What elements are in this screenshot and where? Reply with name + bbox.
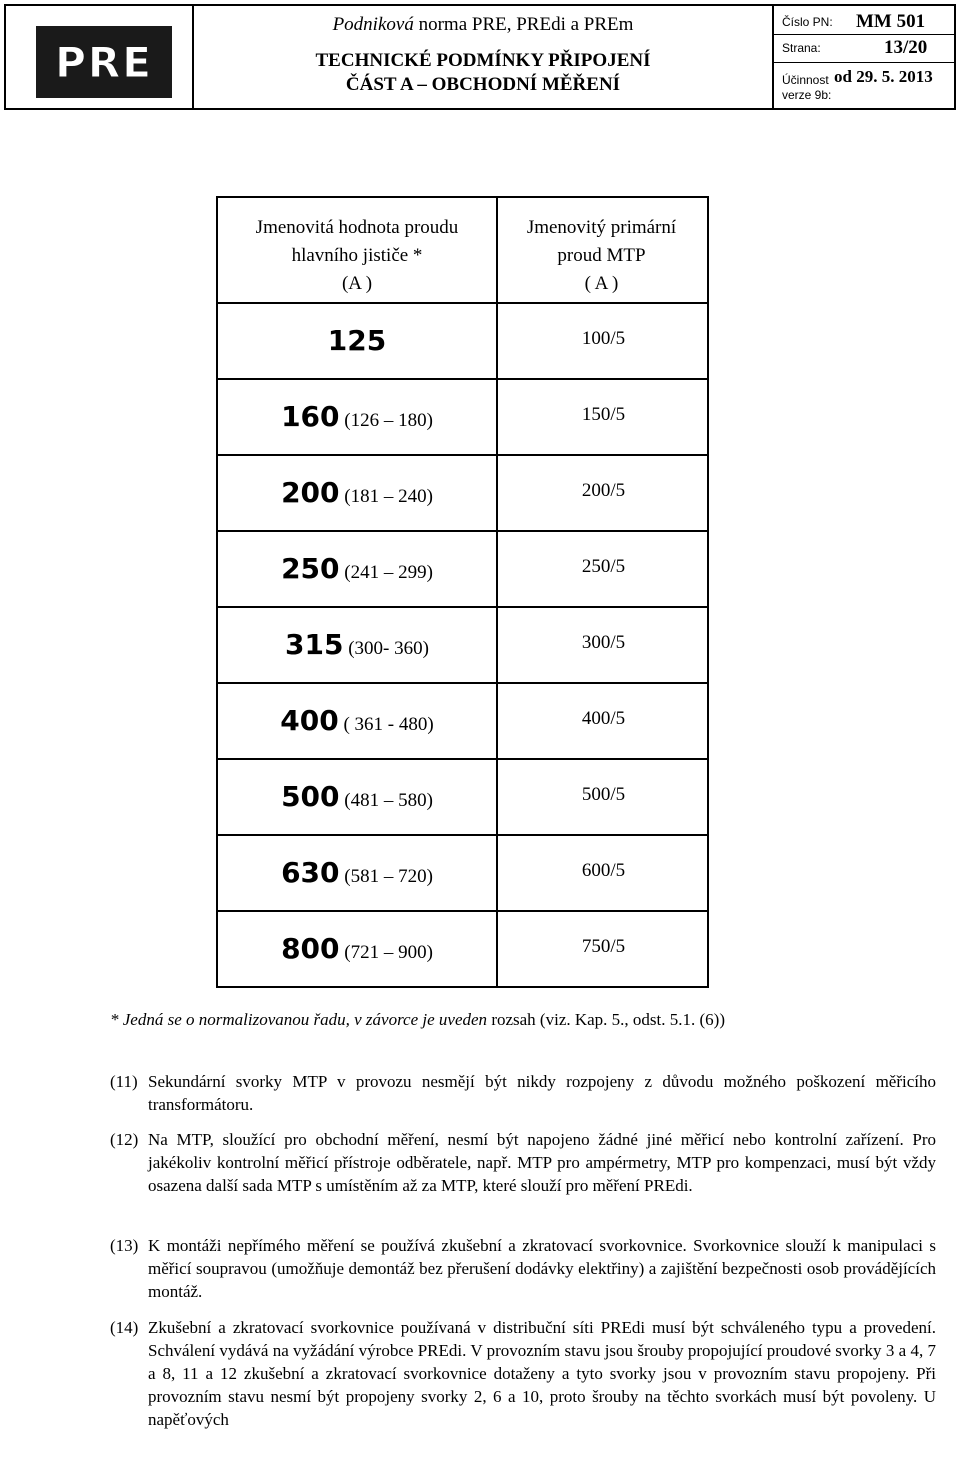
current-transformer-table <box>216 196 709 988</box>
table-row <box>218 760 707 836</box>
logo-text: PRE <box>55 37 153 87</box>
table-footnote <box>110 1010 936 1030</box>
table-row <box>218 380 707 456</box>
item-text: Na MTP, sloužící pro obchodní měření, nesmí být napojeno žádné jiné měřicí nebo kontrolní zařízení. Pro jakékoliv kontrolní měřicí přístroje odběratele, např. MTP pro ampérmetry, MTP pro kompenzaci, musí být vždy osazena další sada MTP s umístěním až za MTP, které slouží pro měření PREdi. <box>148 1130 936 1195</box>
item-number: (13) <box>110 1236 139 1255</box>
item-text: K montáži nepřímého měření se používá zkušební a zkratovací svorkovnice. Svorkovnice slouží k manipulaci s měřicí soupravou (umožňuje demontáž bez přerušení dodávky elektřiny) a zajištění bezpečnosti osob provádějících montáž. <box>148 1236 936 1301</box>
version-label: verze 9b: <box>782 88 832 102</box>
validity-label: Účinnost <box>782 73 829 87</box>
rating-value: 125 <box>327 324 387 357</box>
validity-row <box>782 66 950 86</box>
rating-value: 400 <box>280 704 339 737</box>
item-number: (11) <box>110 1072 138 1091</box>
validity-value: od 29. 5. 2013 <box>834 67 933 86</box>
item-number: (14) <box>110 1318 139 1337</box>
rating-value: 800 <box>281 932 340 965</box>
item-number: (12) <box>110 1130 139 1149</box>
rating-range: ( 361 - 480) <box>338 714 434 735</box>
paragraph-item <box>110 1234 936 1303</box>
ct-ratio: 500/5 <box>581 784 626 805</box>
norm-rest: norma PRE, PREdi a PREm <box>413 14 634 35</box>
rating-value: 250 <box>281 552 340 585</box>
item-text: Zkušební a zkratovací svorkovnice používaná v distribuční síti PREdi musí být schváleného typu a provedení. Schválení vydává na vyžádání výrobce PREdi. V provozním stavu jsou šrouby propojující proudové svorky 3 a 4, 7 a 8, 11 a 12 zkušební a zkratovací svorkovnice dotaženy a tyto svorky jsou v provozním stavu propojeny. Při provozním stavu nesmí být propojeny svorky 2, 6 a 10, proto šrouby na těchto svorkách musí být povoleny. U napěťových <box>148 1318 936 1429</box>
norm-name <box>194 14 772 36</box>
logo-cell <box>6 6 194 108</box>
table-row <box>218 304 707 380</box>
pn-value: MM 501 <box>856 11 926 32</box>
table-row <box>218 684 707 760</box>
meta-divider <box>774 34 956 35</box>
rating-range: (241 – 299) <box>339 562 433 583</box>
ct-ratio: 750/5 <box>581 936 626 957</box>
header-a-line1: Jmenovitá hodnota proudu <box>255 217 459 238</box>
page-value: 13/20 <box>884 37 928 58</box>
header-b-line3: ( A ) <box>584 273 619 294</box>
version-row <box>782 86 950 106</box>
table-row <box>218 532 707 608</box>
rating-range: (721 – 900) <box>339 942 433 963</box>
table-row <box>218 836 707 912</box>
ct-ratio: 100/5 <box>581 328 626 349</box>
ct-ratio: 400/5 <box>581 708 626 729</box>
header-b-line2: proud MTP <box>557 245 646 266</box>
document-header <box>4 4 956 110</box>
table-row <box>218 456 707 532</box>
paragraph-item <box>110 1070 936 1116</box>
table-row <box>218 608 707 684</box>
rating-range: (300- 360) <box>343 638 429 659</box>
rating-value: 200 <box>281 476 340 509</box>
header-a-line3: (A ) <box>341 273 373 294</box>
footnote-italic: * Jedná se o normalizovanou řadu, v závorce je uveden <box>110 1010 488 1029</box>
ct-ratio: 150/5 <box>581 404 626 425</box>
paragraph-item <box>110 1316 936 1431</box>
paragraph-item <box>110 1128 936 1197</box>
table-header <box>218 198 707 306</box>
document-subtitle: ČÁST A – OBCHODNÍ MĚŘENÍ <box>345 74 621 95</box>
page-row <box>782 38 950 58</box>
rating-value: 500 <box>281 780 340 813</box>
title-cell <box>194 6 774 108</box>
meta-divider <box>774 62 956 63</box>
header-b-line1: Jmenovitý primární <box>526 217 677 238</box>
footnote-rest: rozsah (viz. Kap. 5., odst. 5.1. (6)) <box>487 1010 726 1029</box>
header-breaker-rating <box>218 198 496 306</box>
rating-range: (581 – 720) <box>339 866 433 887</box>
ct-ratio: 300/5 <box>581 632 626 653</box>
rating-value: 315 <box>285 628 344 661</box>
header-primary-current <box>496 198 707 306</box>
pn-row <box>782 12 950 32</box>
meta-cell <box>774 6 956 108</box>
ct-ratio: 200/5 <box>581 480 626 501</box>
ct-ratio: 600/5 <box>581 860 626 881</box>
header-a-line2: hlavního jističe * <box>291 245 423 266</box>
document-title: TECHNICKÉ PODMÍNKY PŘIPOJENÍ <box>315 50 651 71</box>
rating-range: (481 – 580) <box>339 790 433 811</box>
pre-logo <box>36 26 172 98</box>
ct-ratio: 250/5 <box>581 556 626 577</box>
item-text: Sekundární svorky MTP v provozu nesmějí být nikdy rozpojeny z důvodu možného poškození měřicího transformátoru. <box>148 1072 936 1114</box>
rating-range: (126 – 180) <box>339 410 433 431</box>
rating-range: (181 – 240) <box>339 486 433 507</box>
rating-value: 630 <box>281 856 340 889</box>
pn-label: Číslo PN: <box>782 15 833 29</box>
page-label: Strana: <box>782 41 821 55</box>
rating-value: 160 <box>281 400 340 433</box>
norm-italic: Podniková <box>332 14 414 35</box>
table-row <box>218 912 707 988</box>
